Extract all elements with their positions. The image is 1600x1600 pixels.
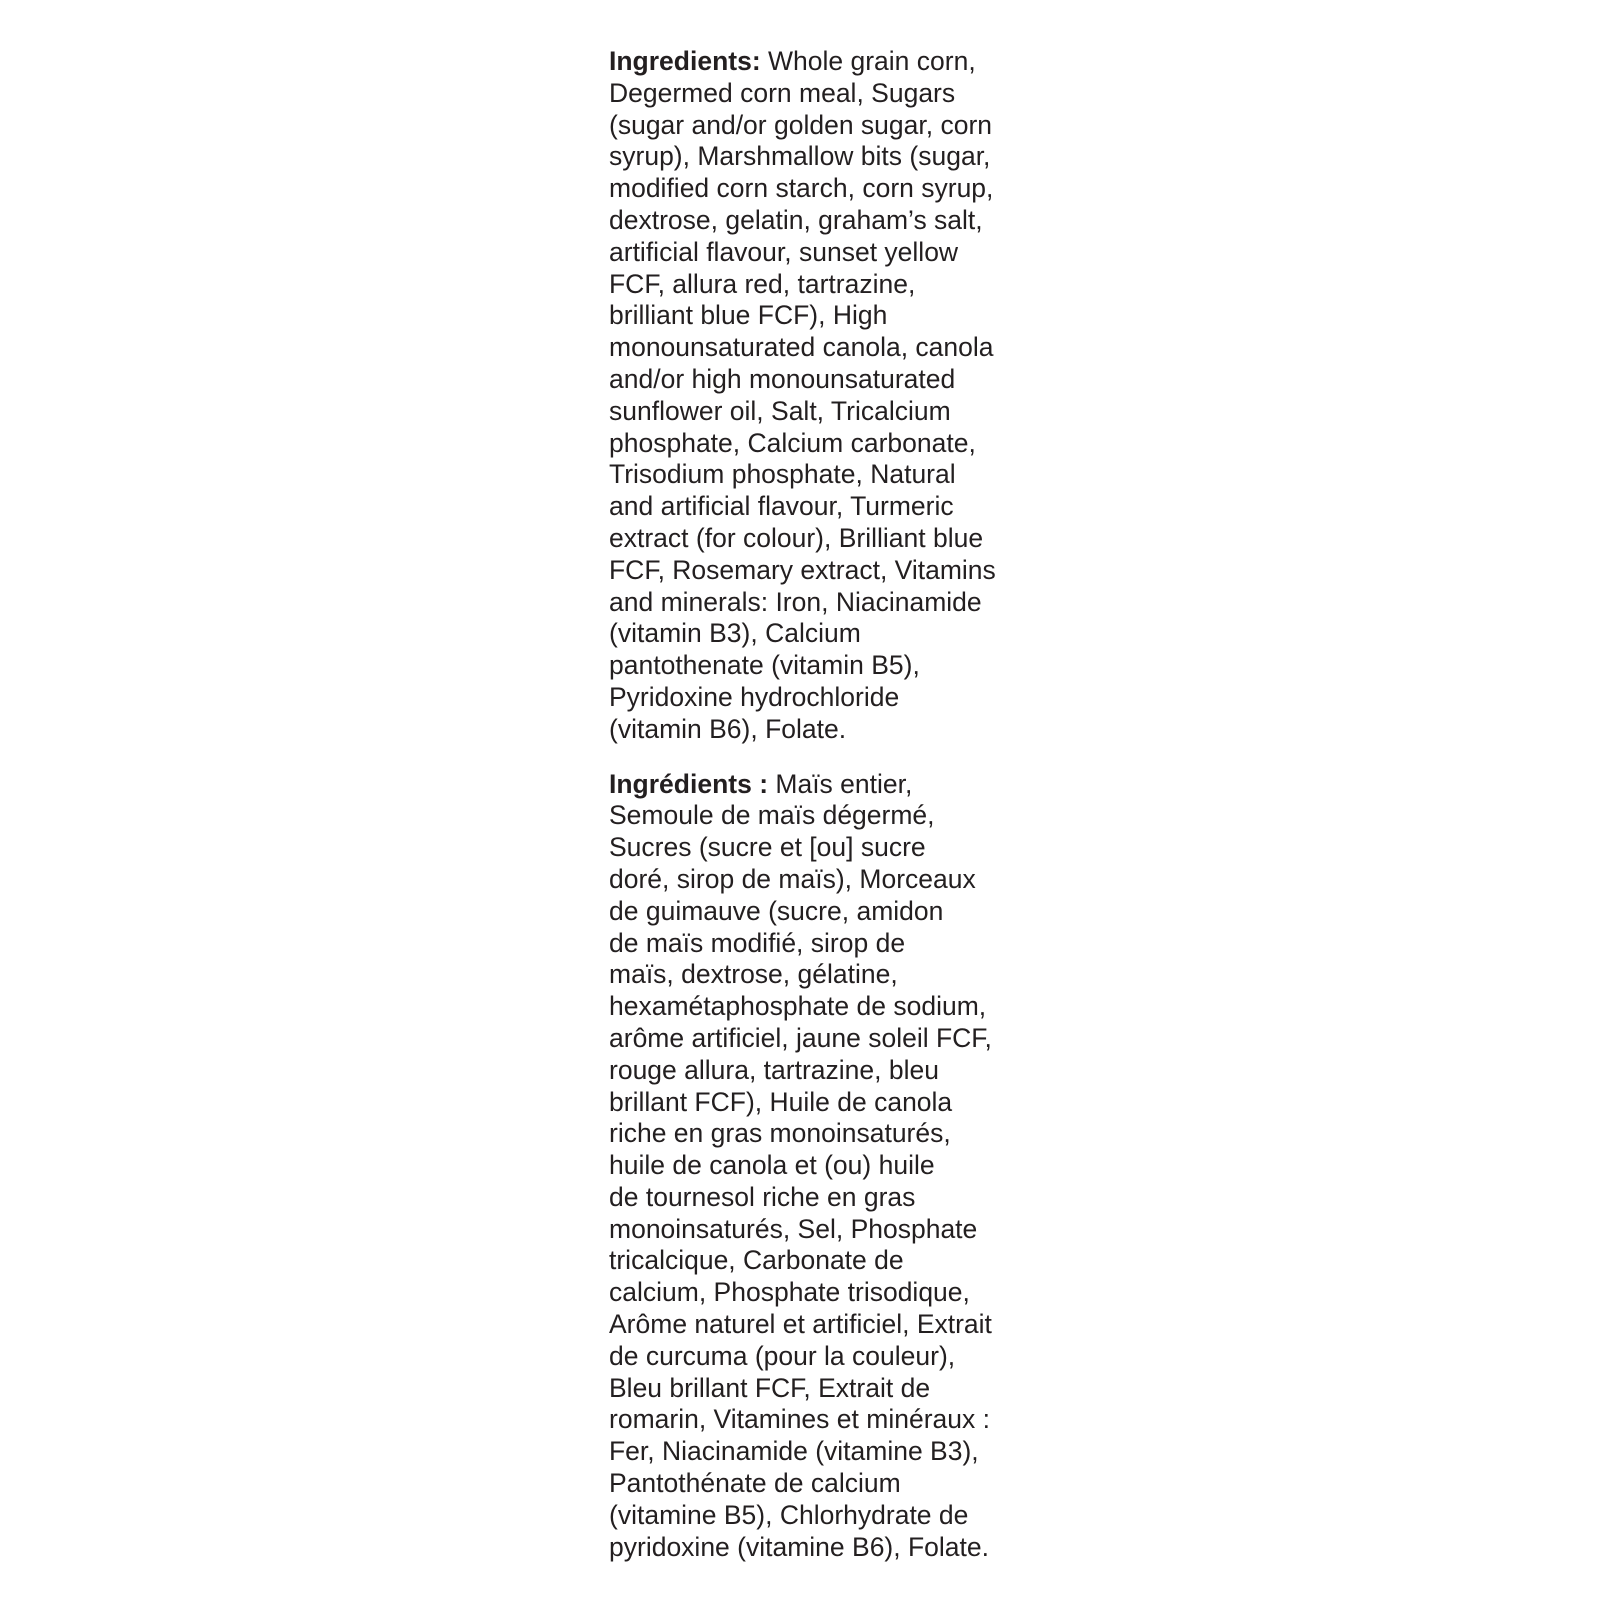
ingredient-line: and/or high monounsaturated	[609, 363, 956, 394]
ingredient-line: dextrose, gelatin, graham’s salt,	[609, 204, 983, 235]
ingredients-panel	[609, 46, 1029, 1563]
ingredient-line: (sugar and/or golden sugar, corn	[609, 109, 993, 140]
ingredient-line: Ingredients: Whole grain corn,	[609, 46, 976, 76]
ingredient-line: Degermed corn meal, Sugars	[609, 77, 956, 108]
ingredient-line: tricalcique, Carbonate de	[609, 1245, 904, 1276]
ingredient-line: FCF, Rosemary extract, Vitamins	[609, 554, 996, 585]
ingredient-line: Trisodium phosphate, Natural	[609, 459, 956, 490]
ingredient-line: Semoule de maïs dégermé,	[609, 800, 935, 831]
ingredient-line: and artificial flavour, Turmeric	[609, 491, 954, 522]
ingredient-line: pyridoxine (vitamine B6), Folate.	[609, 1531, 989, 1562]
ingredient-line: brilliant blue FCF), High	[609, 300, 888, 331]
ingredient-line: (vitamin B6), Folate.	[609, 713, 847, 744]
french-ingredients	[609, 769, 1029, 1564]
ingredient-line: Arôme naturel et artificiel, Extrait	[609, 1309, 992, 1340]
ingredient-line: romarin, Vitamines et minéraux :	[609, 1404, 990, 1435]
ingredient-line: syrup), Marshmallow bits (sugar,	[609, 141, 991, 172]
ingredient-line: de tournesol riche en gras	[609, 1181, 916, 1212]
ingredient-line: arôme artificiel, jaune soleil FCF,	[609, 1022, 992, 1053]
ingredient-line: and minerals: Iron, Niacinamide	[609, 586, 982, 617]
ingredient-line: FCF, allura red, tartrazine,	[609, 268, 916, 299]
ingredient-line: (vitamine B5), Chlorhydrate de	[609, 1499, 969, 1530]
ingredient-line: sunflower oil, Salt, Tricalcium	[609, 395, 951, 426]
ingredient-line: extract (for colour), Brilliant blue	[609, 522, 984, 553]
ingredient-line: Pantothénate de calcium	[609, 1468, 901, 1499]
ingredient-line: rouge allura, tartrazine, bleu	[609, 1054, 939, 1085]
ingredient-line: pantothenate (vitamin B5),	[609, 650, 920, 681]
ingredient-line: phosphate, Calcium carbonate,	[609, 427, 976, 458]
ingredient-line: (vitamin B3), Calcium	[609, 618, 861, 649]
ingredient-line: de maïs modifié, sirop de	[609, 927, 906, 958]
ingredient-line: Fer, Niacinamide (vitamine B3),	[609, 1436, 979, 1467]
english-ingredients-label: Ingredients:	[609, 46, 761, 76]
ingredient-line: Ingrédients : Maïs entier,	[609, 768, 913, 799]
ingredient-line: maïs, dextrose, gélatine,	[609, 959, 898, 990]
ingredient-line: huile de canola et (ou) huile	[609, 1150, 935, 1181]
ingredient-line: de guimauve (sucre, amidon	[609, 895, 944, 926]
ingredient-line: brillant FCF), Huile de canola	[609, 1086, 953, 1117]
ingredient-line: modified corn starch, corn syrup,	[609, 173, 994, 204]
ingredient-line: riche en gras monoinsaturés,	[609, 1118, 951, 1149]
ingredient-line: calcium, Phosphate trisodique,	[609, 1277, 970, 1308]
ingredient-line: monoinsaturés, Sel, Phosphate	[609, 1213, 978, 1244]
ingredient-line: de curcuma (pour la couleur),	[609, 1340, 956, 1371]
ingredient-line: artificial flavour, sunset yellow	[609, 236, 959, 267]
english-ingredients	[609, 46, 1029, 746]
ingredient-line: Bleu brillant FCF, Extrait de	[609, 1372, 931, 1403]
ingredient-line: Pyridoxine hydrochloride	[609, 681, 900, 712]
ingredient-line: monounsaturated canola, canola	[609, 332, 994, 363]
french-ingredients-label: Ingrédients :	[609, 768, 769, 799]
ingredient-line: doré, sirop de maïs), Morceaux	[609, 863, 976, 894]
ingredient-line: hexamétaphosphate de sodium,	[609, 991, 987, 1022]
ingredient-line: Sucres (sucre et [ou] sucre	[609, 832, 926, 863]
